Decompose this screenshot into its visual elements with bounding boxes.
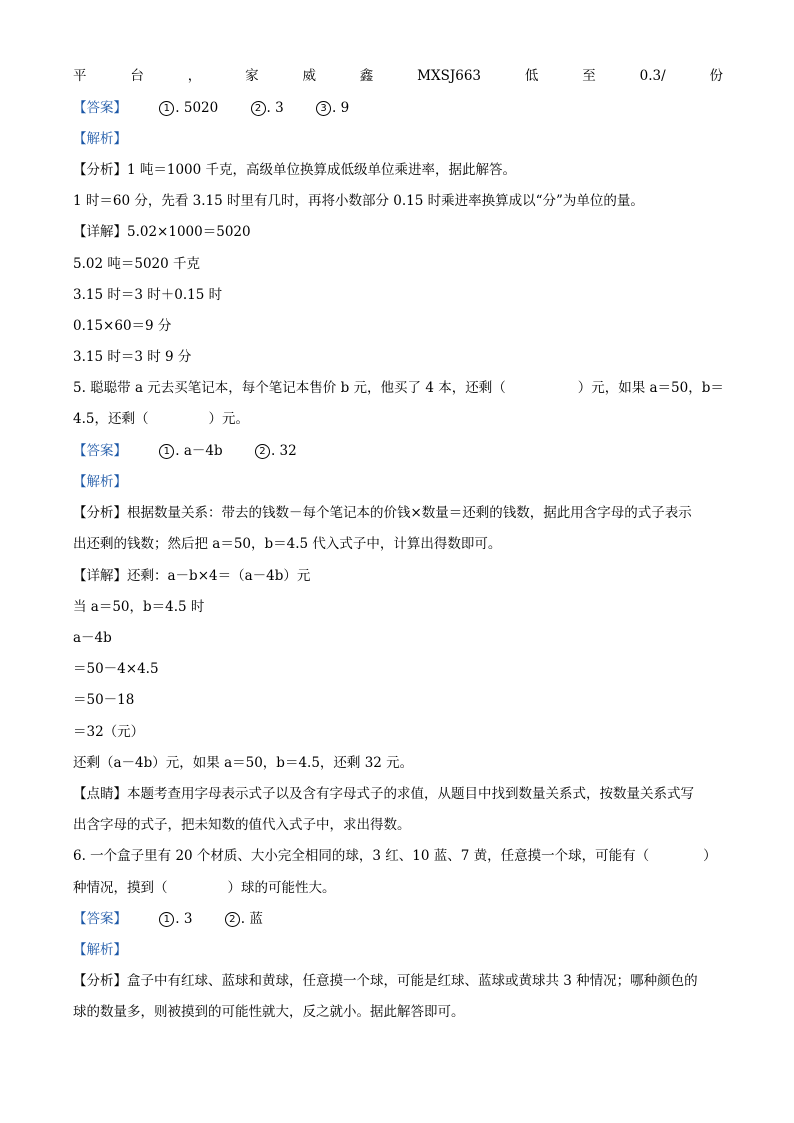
q5-dianjing-line-2: 出含字母的式子，把未知数的值代入式子中，求出得数。 bbox=[73, 817, 411, 833]
watermark-char: 低 bbox=[524, 68, 539, 84]
answer-item bbox=[225, 909, 263, 929]
detail-text: 还剩：a－b×4＝（a－4b）元 bbox=[127, 568, 311, 584]
watermark-char: 威 bbox=[302, 68, 316, 84]
watermark-char: ， bbox=[187, 68, 202, 84]
fenxi-text: 1 吨＝1000 千克，高级单位换算成低级单位乘进率，据此解答。 bbox=[127, 162, 517, 178]
stem-text: 4.5，还剩（ bbox=[73, 411, 149, 427]
q6-stem-line-1 bbox=[73, 846, 733, 866]
q4-detail-line-4: 0.15×60＝9 分 bbox=[73, 318, 172, 334]
answer-value: . 32 bbox=[270, 443, 297, 459]
circled-number: 2 bbox=[225, 912, 240, 927]
q5-stem-line-1 bbox=[73, 378, 733, 398]
q6-analysis-line bbox=[73, 940, 733, 960]
stem-text: ）元。 bbox=[208, 411, 249, 427]
q5-dianjing-line-1 bbox=[73, 784, 733, 804]
watermark-char: 平 bbox=[73, 68, 87, 84]
xiangjie-tag: 【详解】 bbox=[73, 224, 127, 240]
analysis-tag: 【解析】 bbox=[73, 942, 127, 958]
q5-analysis-line bbox=[73, 472, 733, 492]
q5-detail-line-1 bbox=[73, 566, 733, 586]
q6-fenxi-line-2: 球的数量多，则被摸到的可能性就大，反之就小。据此解答即可。 bbox=[73, 1004, 465, 1020]
q5-detail-line-4: ＝50－4×4.5 bbox=[73, 661, 159, 677]
watermark-row bbox=[73, 66, 723, 86]
q5-detail-line-7: 还剩（a－4b）元，如果 a＝50，b＝4.5，还剩 32 元。 bbox=[73, 755, 414, 771]
stem-text: ）球的可能性大。 bbox=[227, 880, 336, 896]
answer-value: . a－4b bbox=[175, 443, 223, 459]
watermark-char: 至 bbox=[582, 68, 596, 84]
circled-number: 1 bbox=[159, 444, 174, 459]
q5-fenxi-line-2: 出还剩的钱数；然后把 a＝50，b＝4.5 代入式子中，计算出得数即可。 bbox=[73, 536, 502, 552]
stem-text: ） bbox=[703, 848, 717, 864]
watermark-char: 家 bbox=[245, 68, 259, 84]
answer-tag: 【答案】 bbox=[73, 100, 127, 116]
fenxi-text: 盒子中有红球、蓝球和黄球，任意摸一个球，可能是红球、蓝球或黄球共 3 种情况；哪种颜色的 bbox=[127, 973, 698, 989]
answer-value: . 蓝 bbox=[240, 911, 263, 927]
q6-answer-line bbox=[73, 909, 733, 929]
detail-text: 5.02×1000＝5020 bbox=[127, 224, 251, 240]
watermark-price: 0.3/ bbox=[639, 68, 666, 84]
answer-value: . 3 bbox=[266, 100, 284, 116]
circled-number: 2 bbox=[251, 101, 266, 116]
q4-answer-line bbox=[73, 98, 733, 118]
q5-detail-line-3: a－4b bbox=[73, 630, 112, 646]
q5-stem-line-2 bbox=[73, 409, 733, 429]
q4-detail-line-1 bbox=[73, 222, 733, 242]
answer-item bbox=[316, 98, 349, 118]
answer-value: . 9 bbox=[332, 100, 350, 116]
answer-item bbox=[159, 441, 222, 461]
q4-detail-line-3: 3.15 时＝3 时＋0.15 时 bbox=[73, 287, 223, 303]
circled-number: 1 bbox=[159, 101, 174, 116]
stem-text: 6. 一个盒子里有 20 个材质、大小完全相同的球，3 红、10 蓝、7 黄，任意摸一个球，可能有（ bbox=[73, 848, 650, 864]
circled-number: 1 bbox=[159, 912, 174, 927]
q4-fenxi-line-2: 1 时＝60 分，先看 3.15 时里有几时，再将小数部分 0.15 时乘进率换算成以“分”为单位的量。 bbox=[73, 193, 644, 209]
circled-number: 3 bbox=[316, 101, 331, 116]
circled-number: 2 bbox=[255, 444, 270, 459]
answer-value: . 5020 bbox=[175, 100, 219, 116]
fenxi-text: 根据数量关系：带去的钱数－每个笔记本的价钱×数量＝还剩的钱数，据此用含字母的式子表示 bbox=[127, 505, 692, 521]
q6-stem-line-2 bbox=[73, 878, 733, 898]
watermark-char: 份 bbox=[709, 68, 723, 84]
dianjing-text: 本题考查用字母表示式子以及含有字母式子的求值，从题目中找到数量关系式，按数量关系式写 bbox=[127, 786, 694, 802]
answer-item bbox=[159, 909, 192, 929]
xiangjie-tag: 【详解】 bbox=[73, 568, 127, 584]
q4-detail-line-5: 3.15 时＝3 时 9 分 bbox=[73, 349, 192, 365]
analysis-tag: 【解析】 bbox=[73, 474, 127, 490]
q5-answer-line bbox=[73, 441, 733, 461]
q5-detail-line-5: ＝50－18 bbox=[73, 692, 135, 708]
answer-tag: 【答案】 bbox=[73, 443, 127, 459]
answer-item bbox=[255, 441, 297, 461]
stem-text: 种情况，摸到（ bbox=[73, 880, 168, 896]
answer-tag: 【答案】 bbox=[73, 911, 127, 927]
stem-text: 5. 聪聪带 a 元去买笔记本，每个笔记本售价 b 元，他买了 4 本，还剩（ bbox=[73, 380, 506, 396]
dianjing-tag: 【点睛】 bbox=[73, 786, 127, 802]
analysis-tag: 【解析】 bbox=[73, 131, 127, 147]
q5-detail-line-6: ＝32（元） bbox=[73, 724, 145, 740]
watermark-code: MXSJ663 bbox=[417, 68, 482, 84]
q4-fenxi-line-1 bbox=[73, 160, 733, 180]
watermark-char: 台 bbox=[130, 68, 144, 84]
fenxi-tag: 【分析】 bbox=[73, 162, 127, 178]
answer-item bbox=[251, 98, 284, 118]
fenxi-tag: 【分析】 bbox=[73, 505, 127, 521]
answer-item bbox=[159, 98, 218, 118]
watermark-char: 鑫 bbox=[359, 68, 374, 84]
q5-detail-line-2: 当 a＝50，b＝4.5 时 bbox=[73, 599, 205, 615]
stem-text: ）元，如果 a＝50，b＝ bbox=[577, 380, 724, 396]
answer-value: . 3 bbox=[175, 911, 193, 927]
q6-fenxi-line-1 bbox=[73, 971, 733, 991]
fenxi-tag: 【分析】 bbox=[73, 973, 127, 989]
q5-fenxi-line-1 bbox=[73, 503, 733, 523]
q4-analysis-line bbox=[73, 129, 733, 149]
q4-detail-line-2: 5.02 吨＝5020 千克 bbox=[73, 256, 200, 272]
